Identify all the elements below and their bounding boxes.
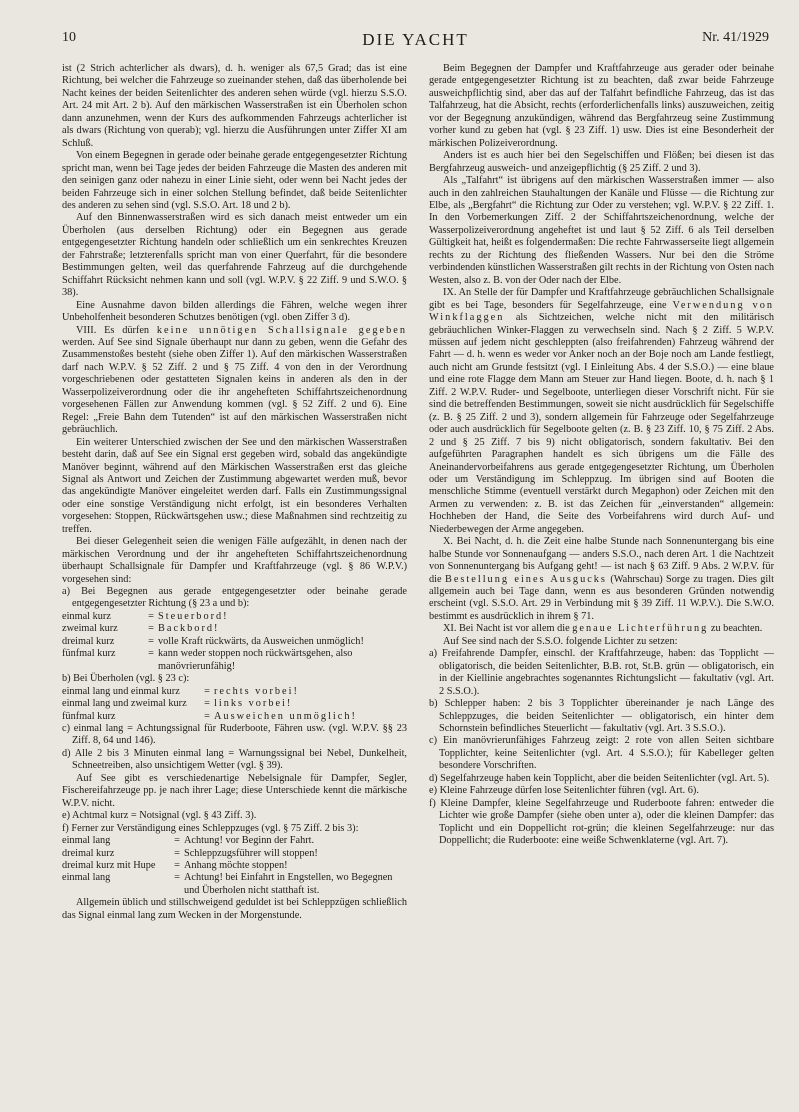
magazine-title: DIE YACHT <box>362 30 469 49</box>
signal-key: einmal lang <box>62 872 111 884</box>
spaced-emphasis: genaue Lichterführung <box>572 623 709 635</box>
text-run: als Sichtzeichen, welche nicht mit den militärisch gebräuchlichen Winker-Flaggen zu verwechseln sind. Nach § 2 Ziff. 5 W.P.V. müssen auf jedem nicht geschleppten (also freifahrenden) Fahrzeug während der Fahrt — d. h. wenn es weder vor Anker noch an der Boje noch am Lande festliegt, auch nicht am Grunde festsitzt (vgl. I Einleitung Abs. 4 der S.S.O.) — eine blaue und eine rote Flagge dem Mann am Steuer zur Hand liegen. Boote, d. h. nach § 1 Ziff. 2 W.P.V. Ruder- und Segelboote, unterliegen dieser Vorschrift nicht. Für sie sind die betreffenden Bestimmungen, soweit sie nicht ausdrücklich für Segelschiffe (z. B. § 25 Ziff. 2 und 3), sondern allgemein für Fahrzeuge oder Segelfahrzeuge oder auch ausdrücklich für Segelboote gelten (z. B. § 23 Ziff. 10, § 75 Ziff. 2 Abs. 2 und § 25 Ziff. 7 bis 9) nicht obligatorisch, sondern fakultativ. Bei den aufgeführten Paragraphen handelt es sich übrigens um die Fälle des Aneinandervorbeifahrens aus gerade entgegengesetzter Richtung, um Überholen oder um Verständigung im Schleppzug. Im übrigen sind auf Booten die menschliche Stimme (eventuell verstärkt durch Megaphon) oder Zeichen mit den Armen zu verwenden: z. B. ist das Zeichen für „einverstanden“ allgemein: Hochheben der Hand, die Seite des Vorbeifahrens wird durch Auf- und Niederbewegen der Arme angegeben. <box>429 312 774 535</box>
equals-sign: = <box>204 710 210 722</box>
list-item-d: d) Segelfahrzeuge haben kein Topplicht, aber die beiden Seitenlichter (vgl. Art. 5). <box>429 772 770 784</box>
paragraph: Auf den Binnenwasserstraßen wird es sich danach meist entweder um ein Überholen (aus derselben Richtung) oder ein Begegnen aus gerade entgegengesetzter Richtung handeln oder schließlich um ein senkrechtes Kreuzen der Fahrstraße; letzterenfalls spricht man von einer Querfahrt, für die besondere Bestimmungen gelten, weil das querfahrende Fahrzeug auf die durchgehende Schiffahrt Rücksicht nehmen kann und soll (vgl. W.P.V. § 22 Ziff. 9 und S.W.O. § 38). <box>62 212 407 299</box>
signal-meaning: links vorbei! <box>214 698 293 710</box>
signal-table-b <box>62 686 407 723</box>
text-run: XI. Bei Nacht ist vor allem die <box>443 623 573 635</box>
signal-key: fünfmal kurz <box>62 648 116 660</box>
signal-key: zweimal kurz <box>62 623 118 635</box>
paragraph: Ein weiterer Unterschied zwischen der See und den märkischen Wasserstraßen besteht darin, daß auf See ein Signal erst gegeben wird, sobald das angekündigte Manöver beginnt, während auf den Märkischen Wasserstraßen erst das gleiche Signal als Antwort und Zeichen der Zustimmung abgewartet werden muß, bevor das angekündigte Manöver eingeleitet werden darf. Falls ein Zustimmungssignal oder eine sonstige Verständigung nicht erfolgt, ist ein besonderes Verhalten vorgesehen: Stoppen, Rückwärtsgehen usw.; diese Maßnahmen sind rechtzeitig zu treffen. <box>62 436 407 535</box>
paragraph: Anders ist es auch hier bei den Segelschiffen und Flößen; bei diesen ist das Bergfahrzeug ausweich- und anzeigepflichtig (§ 25 Ziff. 2 und 3). <box>429 150 774 174</box>
equals-sign: = <box>148 635 154 647</box>
signal-key: einmal lang und zweimal kurz <box>62 698 187 710</box>
paragraph: Auf See gibt es verschiedenartige Nebelsignale für Dampfer, Segler, Fischereifahrzeuge pp. je nach ihrer Lage; diese Unterschiede kennt die märkische W.P.V. nicht. <box>62 772 407 809</box>
list-item-b-heading: b) Bei Überholen (vgl. § 23 c): <box>62 673 190 685</box>
signal-key: fünfmal kurz <box>62 710 116 722</box>
equals-sign: = <box>204 685 210 697</box>
list-item-a: a) Freifahrende Dampfer, einschl. der Kraftfahrzeuge, haben: das Topplicht — obligatorisch, die beiden Seitenlichter, B.B. rot, St.B. grün — obligatorisch, ein in der Kiellinie angebrachtes sogenanntes Richtungslicht — fakultativ (vgl. Art. 2 S.S.O.). <box>429 648 774 697</box>
signal-row <box>62 686 407 698</box>
paragraph: Von einem Begegnen in gerade oder beinahe gerade entgegengesetzter Richtung spricht man, wenn bei Tage jedes der beiden Fahrzeuge die Masten des anderen mit den seinigen ganz oder nahezu in einer Linie sieht, oder wenn bei Nacht jedes der beiden Fahrzeuge sich in einer solchen Stellung befindet, daß beide Seitenlichter des anderen zu sehen sind (vgl. S.S.O. Art. 18 und 2 b). <box>62 150 407 211</box>
paragraph: Allgemein üblich und stillschweigend geduldet ist bei Schleppzügen schließlich das Signal einmal lang zum Wecken in der Morgenstunde. <box>62 897 407 921</box>
signal-row <box>62 872 407 897</box>
signal-row <box>62 848 407 860</box>
issue-number: Nr. 41/1929 <box>702 30 769 45</box>
signal-row <box>62 698 407 710</box>
equals-sign: = <box>148 648 154 660</box>
equals-sign: = <box>204 698 210 710</box>
list-item-c: c) Ein manövrierunfähiges Fahrzeug zeigt: 2 rote von allen Seiten sichtbare Topplichter, keine Seitenlichter (vgl. Art. 4 S.S.O.); für Kabelleger gelten besondere Vorschriften. <box>429 735 774 772</box>
signal-meaning: volle Kraft rückwärts, da Ausweichen unmöglich! <box>158 635 364 647</box>
signal-meaning: Schleppzugsführer will stoppen! <box>184 847 318 859</box>
paragraph-ix <box>429 287 774 536</box>
equals-sign: = <box>174 847 180 859</box>
equals-sign: = <box>148 623 154 635</box>
signal-meaning: rechts vorbei! <box>214 685 299 697</box>
signal-key: einmal kurz <box>62 610 111 622</box>
left-column <box>62 63 407 1073</box>
signal-row <box>62 835 407 847</box>
paragraph: Als „Talfahrt“ ist übrigens auf den märkischen Wasserstraßen immer — also auch in den zahlreichen Stauhaltungen der Kanäle und Flüsse — die Richtung zur Elbe, als „Bergfahrt“ die Richtung zur Oder zu verstehen; vgl. W.P.V. § 22 Ziff. 1. In den Vorbemerkungen Ziff. 2 der Schiffahrtszeichenordnung, welche der Wasserpolizeiverordnung angeheftet ist und laut § 52 Ziff. 6 als Teil derselben Gültigkeit hat, heißt es folgendermaßen: Die rechte Fahrwasserseite liegt allgemein rechts zu der Richtung des fließenden Wassers. Nur bei den die Ströme verbindenden künstlichen Wasserstraßen gilt rechts in der Richtung von Osten nach Westen, also z. B. von der Oder nach der Elbe. <box>429 175 774 286</box>
list-item-e: e) Achtmal kurz = Notsignal (vgl. § 43 Ziff. 3). <box>62 810 257 822</box>
signal-meaning: Ausweichen unmöglich! <box>214 710 357 722</box>
signal-row <box>62 623 407 635</box>
paragraph: Bei dieser Gelegenheit seien die wenigen Fälle aufgezählt, in denen nach der märkischen Verordnung und der ihr angehefteten Schiffahrtszeichenordnung überhaupt Schallsignale für Dampfer und Kraftfahrzeuge (vgl. § 86 W.P.V.) vorgesehen sind: <box>62 536 407 585</box>
signal-key: dreimal kurz <box>62 847 115 859</box>
signal-key: einmal lang und einmal kurz <box>62 685 180 697</box>
signal-key: dreimal kurz mit Hupe <box>62 860 156 871</box>
paragraph-xi <box>429 623 774 635</box>
paragraph: Beim Begegnen der Dampfer und Kraftfahrzeuge aus gerader oder beinahe gerade entgegengesetzter Richtung ist zu beachten, daß zwar beide Fahrzeuge ausweichpflichtig sind, aber das auf der Talfahrt befindliche Fahrzeug, das ist das Talfahrzeug, hat die Absicht, rechts (erforderlichenfalls links) auszuweichen, zeitig vor der Begegnung anzukündigen, während das Bergfahrzeug seine Zustimmung vorher kund zu geben hat (vgl. § 23 Ziff. 1) usw. Dies ist eine Besonderheit der märkischen Polizeiverordnung. <box>429 63 774 149</box>
spaced-emphasis: keine unnötigen Schallsignale gegeben <box>156 324 407 336</box>
list-item-c: c) einmal lang = Achtungssignal für Ruderboote, Fähren usw. (vgl. W.P.V. §§ 23 Ziff. 8, 64 und 146). <box>62 723 407 747</box>
list-item-a-heading: a) Bei Begegnen aus gerade entgegengesetzter oder beinahe gerade entgegengesetzter Richtung (§ 23 a und b): <box>62 586 407 610</box>
text-run: IX. An Stelle der für Dampfer und Kraftfahrzeuge gebräuchlichen Schallsignale gibt es bei Tage, besonders für Segelfahrzeuge, eine <box>429 287 774 311</box>
paragraph: ist (2 Strich achterlicher als dwars), d. h. weniger als 67,5 Grad; das ist eine Richtung, bei welcher die Fahrzeuge so zueinander stehen, daß das überholende bei Nacht keines der beiden Seitenlichter des anderen sehen würde (vgl. hierzu S.S.O. Art. 24 mit Art. 2 b). Auf den märkischen Wasserstraßen ist ein Überholen schon dann anzunehmen, wenn der Kurs des aufkommenden Fahrzeugs achterlicher ist als dwars (Richtung von querab); vgl. hierzu die Ausführungen unter Ziffer XI am Schluß. <box>62 63 407 149</box>
list-item-f: f) Kleine Dampfer, kleine Segelfahrzeuge und Ruderboote fahren: entweder die Lichter wie große Dampfer (siehe oben unter a), oder die kleinen Dampfer: das Toplicht und ein Doppellicht rot-grün; die kleinen Segelfahrzeuge: nur das Doppellicht; die Ruderboote: eine weiße Schwenklaterne (vgl. Art. 7). <box>429 797 774 847</box>
paragraph-x <box>429 536 774 623</box>
signal-row <box>62 636 407 648</box>
signal-meaning: Backbord! <box>158 623 220 635</box>
paragraph: Eine Ausnahme davon bilden allerdings die Fähren, welche wegen ihrer Unbeholfenheit besonderen Schutzes benötigen (vgl. oben Ziffer 3 d). <box>62 299 407 324</box>
signal-meaning: kann weder stoppen noch rückwärtsgehen, also manövrierunfähig! <box>158 648 353 672</box>
signal-row <box>62 860 407 872</box>
list-item-d: d) Alle 2 bis 3 Minuten einmal lang = Warnungssignal bei Nebel, Dunkelheit, Schneetreiben, also unsichtigem Wetter (vgl. § 39). <box>62 747 407 772</box>
equals-sign: = <box>174 872 180 884</box>
signal-meaning: Achtung! bei Einfahrt in Engstellen, wo Begegnen und Überholen nicht statthaft ist. <box>184 872 393 896</box>
signal-row <box>62 711 407 723</box>
signal-key: dreimal kurz <box>62 635 115 647</box>
signal-row <box>62 648 407 673</box>
text-run: VIII. Es dürfen <box>76 324 157 336</box>
text-columns <box>62 63 774 1073</box>
page-header <box>62 30 769 54</box>
spaced-emphasis: Verwendung von Winkflaggen <box>429 299 774 324</box>
text-run: zu beachten. <box>708 623 763 635</box>
signal-table-a <box>62 611 407 673</box>
signal-meaning: Steuerbord! <box>158 610 229 622</box>
paragraph: Auf See sind nach der S.S.O. folgende Lichter zu setzen: <box>443 635 678 647</box>
paragraph-viii <box>62 325 407 437</box>
signal-meaning: Anhang möchte stoppen! <box>184 860 288 871</box>
equals-sign: = <box>174 835 180 847</box>
signal-table-f <box>62 835 407 897</box>
page-number: 10 <box>62 30 76 45</box>
right-column <box>429 63 774 1073</box>
spaced-emphasis: Bestellung eines Ausgucks <box>444 573 607 585</box>
signal-meaning: Achtung! vor Beginn der Fahrt. <box>184 835 315 847</box>
signal-key: einmal lang <box>62 835 111 847</box>
list-item-f-heading: f) Ferner zur Verständigung eines Schleppzuges (vgl. § 75 Ziff. 2 bis 3): <box>62 822 359 834</box>
text-run: X. Bei Nacht, d. h. die Zeit eine halbe Stunde nach Sonnenuntergang bis eine halbe Stunde vor Sonnenaufgang — anders S.S.O., nach deren Art. 1 die Nachtzeit von Sonnenuntergang bis Aufgang geht! — ist nach § 63 Ziff. 9 Abs. 2 W.P.V. für die <box>429 536 774 585</box>
equals-sign: = <box>148 610 154 622</box>
list-item-e: e) Kleine Fahrzeuge dürfen lose Seitenlichter führen (vgl. Art. 6). <box>429 785 699 797</box>
text-run: (Wahrschau) Sorge zu tragen. Dies gilt allgemein auch bei Tage dann, wenn es aus besonderen Gründen notwendig erscheint (vgl. S.S.O. Art. 29 in Verbindung mit § 39 Ziff. 11 W.P.V.). Die S.W.O. bestimmt es ausdrücklich in ihrem § 71. <box>429 573 774 622</box>
equals-sign: = <box>174 860 180 871</box>
text-run: werden. Auf See sind Signale überhaupt nur dann zu geben, wenn die Gefahr des Zusammenstoßes besteht (siehe oben Ziffer 1). Auf den märkischen Wasserstraßen darf nach W.P.V. § 52 Ziff. 2 und § 75 Ziff. 4 von den in der Verordnung vorgeschriebenen oder gestatteten Signalen keins in anderen als den in der Wasserpolizeiverordnung oder die ihr angehefteten Schiffahrtszeichenordnung vorgesehenen Fällen zur Anwendung kommen (vgl. § 52 Ziff. 2 und 6). Eine Regel: „Freie Bahn dem Tutenden“ ist auf den märkischen Wasserstraßen nicht gebräuchlich. <box>62 336 407 436</box>
signal-row <box>62 611 407 623</box>
list-item-b: b) Schlepper haben: 2 bis 3 Topplichter übereinander je nach Länge des Schleppzuges, die beiden Seitenlichter — obligatorisch, ein hinter dem Schornstein befindliches Steuerlicht — fakultativ (vgl. Art. 3 S.S.O.). <box>429 698 774 735</box>
